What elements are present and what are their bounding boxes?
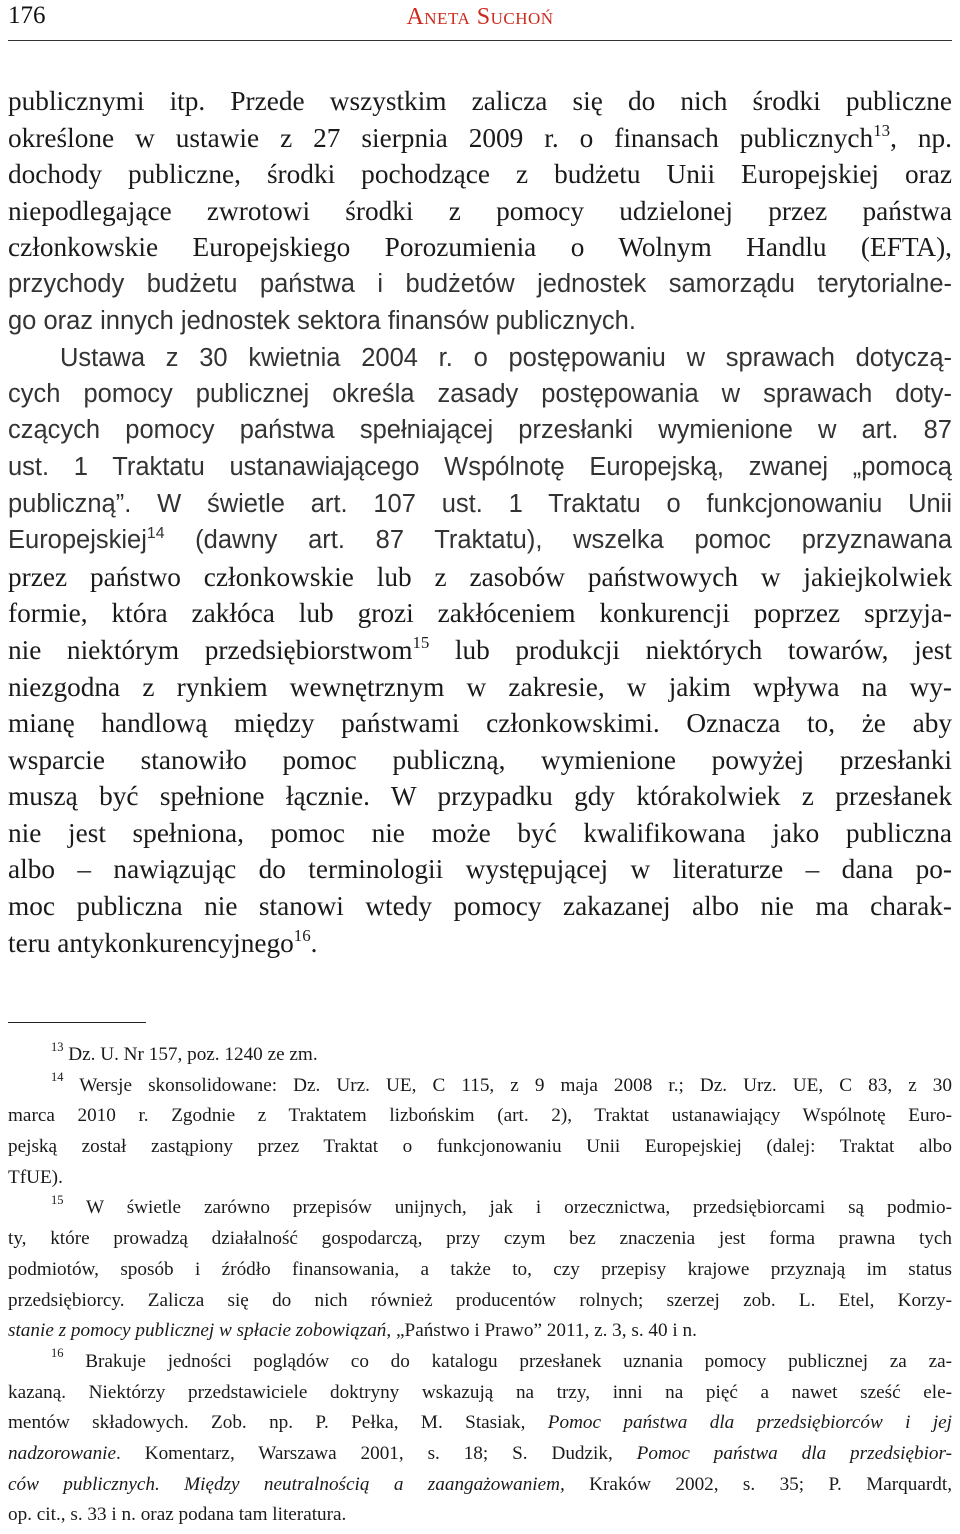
body-line: nie jest spełniona, pomoc nie może być kwalifikowana jako publiczna [8, 817, 952, 848]
footnote-13: $^{13}$ Dz. U. Nr 157, poz. 1240 ze zm. [51, 1040, 318, 1065]
footnote-15: $^{15}$ W świetle zarówno przepisów unijnych, jak i orzecznictwa, przedsiębiorcami są podmio- [51, 1193, 952, 1219]
body-line: go oraz innych jednostek sektora finansów publicznych. [8, 306, 636, 335]
footnotes [8, 1040, 952, 1531]
footnote-separator [8, 1022, 146, 1023]
footnote-line: TfUE). [8, 1166, 63, 1188]
body-line: niepodlegające zwrotowi środki z pomocy udzielonej przez państwa [8, 195, 952, 226]
footnote-16: $^{16}$ Brakuje jedności poglądów co do katalogu przesłanek uznania pomocy publicznej za za- [51, 1346, 952, 1372]
footnote-line: ty, które prowadzą działalność gospodarczą, przy czym bez znaczenia jest forma prawna tych [8, 1228, 952, 1250]
body-line: nie niektórym przedsiębiorstwom$^{15}$ lub produkcji niektórych towarów, jest [8, 632, 952, 665]
body-line: wsparcie stanowiło pomoc publiczną, wymienione powyżej przesłanki [8, 744, 952, 775]
footnote-line: op. cit., s. 33 i n. oraz podana tam literatura. [8, 1504, 347, 1526]
body-line: określone w ustawie z 27 sierpnia 2009 r. o finansach publicznych$^{13}$, np. [8, 120, 952, 153]
body-line: czących pomocy państwa spełniającej przesłanki wymienione w art. 87 [8, 416, 952, 445]
body-line: teru antykonkurencyjnego$^{16}$. [8, 925, 318, 958]
body-line: formie, która zakłóca lub grozi zakłóceniem konkurencji poprzez sprzyja- [8, 598, 952, 629]
body-line: albo – nawiązując do terminologii występującej w literaturze – dana po- [8, 854, 952, 885]
body-line: niezgodna z rynkiem wewnętrznym w zakresie, w jakim wpływa na wy- [8, 671, 952, 702]
body-text [8, 83, 952, 961]
footnote-line: stanie z pomocy publicznej w spłacie zobowiązań, „Państwo i Prawo” 2011, z. 3, s. 40 i n. [8, 1320, 697, 1342]
body-line: Europejskiej$^{14}$ (dawny art. 87 Traktatu), wszelka pomoc przyznawana [8, 524, 952, 555]
footnote-14: $^{14}$ Wersje skonsolidowane: Dz. Urz. UE, C 115, z 9 maja 2008 r.; Dz. Urz. UE, C 83, z 30 [51, 1070, 952, 1096]
running-head-author: Aneta Suchoń [406, 4, 554, 30]
body-line: przychody budżetu państwa i budżetów jednostek samorządu terytorialne- [8, 269, 952, 298]
body-line: ust. 1 Traktatu ustanawiającego Wspólnotę Europejską, zwanej „pomocą [8, 452, 952, 481]
page-header [8, 0, 952, 41]
body-line: Ustawa z 30 kwietnia 2004 r. o postępowaniu w sprawach dotyczą- [60, 344, 952, 373]
body-line: muszą być spełnione łącznie. W przypadku gdy którakolwiek z przesłanek [8, 781, 952, 812]
footnote-ref: 14 [146, 524, 165, 542]
footnote-line: przedsiębiorcy. Zalicza się do nich również producentów rolnych; szerzej zob. L. Etel, Korzy- [8, 1289, 952, 1311]
body-line: mianę handlową między państwami członkowskimi. Oznacza to, że aby [8, 708, 952, 739]
footnote-line: kazaną. Niektórzy przedstawiciele doktryny wskazują na trzy, inni na pięć a nawet sześć ele- [8, 1381, 952, 1403]
footnote-line: ców publicznych. Między neutralnością a zaangażowaniem, Kraków 2002, s. 35; P. Marquardt, [8, 1473, 952, 1495]
body-line: publiczną”. W świetle art. 107 ust. 1 Traktatu o funkcjonowaniu Unii [8, 489, 952, 518]
body-line: członkowskie Europejskiego Porozumienia o Wolnym Handlu (EFTA), [8, 232, 952, 263]
body-line: dochody publiczne, środki pochodzące z budżetu Unii Europejskiej oraz [8, 159, 952, 190]
footnote-ref: 13 [873, 120, 891, 140]
footnote-ref: 16 [293, 925, 311, 945]
body-line: przez państwo członkowskie lub z zasobów państwowych w jakiejkolwiek [8, 561, 952, 592]
footnote-line: marca 2010 r. Zgodnie z Traktatem lizbońskim (art. 2), Traktat ustanawiający Wspólnotę Euro- [8, 1105, 952, 1127]
body-line: cych pomocy publicznej określa zasady postępowania w sprawach doty- [8, 379, 952, 408]
footnote-ref: 15 [412, 632, 430, 652]
footnote-line: mentów składowych. Zob. np. P. Pełka, M. Stasiak, Pomoc państwa dla przedsiębiorców i jej [8, 1412, 952, 1434]
footnote-line: nadzorowanie. Komentarz, Warszawa 2001, s. 18; S. Dudzik, Pomoc państwa dla przedsiębior- [8, 1442, 952, 1464]
footnote-line: podmiotów, sposób i źródło finansowania, a także to, czy przepisy krajowe przyznają im status [8, 1258, 952, 1280]
body-line: publicznymi itp. Przede wszystkim zalicza się do nich środki publiczne [8, 86, 952, 116]
page-number: 176 [8, 2, 46, 29]
footnote-line: pejską został zastąpiony przez Traktat o funkcjonowaniu Unii Europejskiej (dalej: Traktat albo [8, 1136, 952, 1158]
body-line: moc publiczna nie stanowi wtedy pomocy zakazanej albo nie ma charak- [8, 891, 952, 922]
